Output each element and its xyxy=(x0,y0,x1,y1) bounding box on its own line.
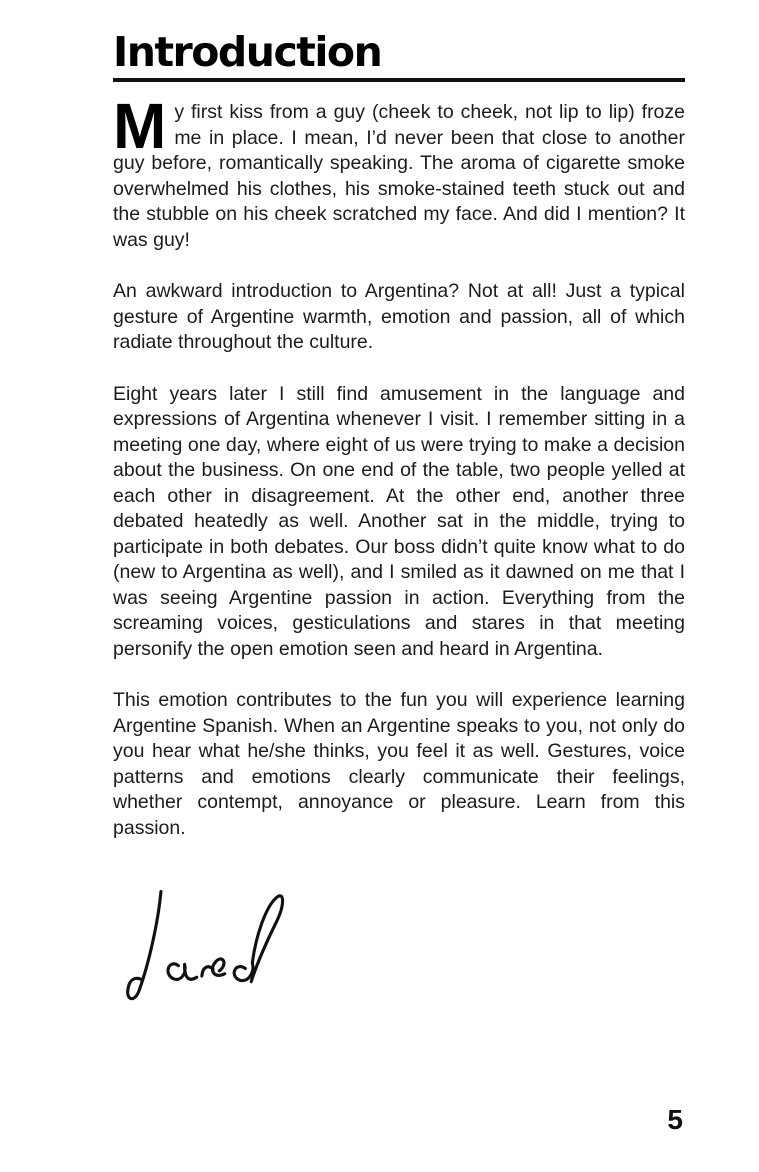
signature-jared xyxy=(110,878,301,1013)
page-content xyxy=(113,30,685,1008)
paragraph-1 xyxy=(113,90,685,253)
paragraph-2: An awkward introduction to Argentina? Not at all! Just a typical gesture of Argentine warmth, emotion and passion, all of which radiate throughout the culture. xyxy=(113,280,685,353)
paragraph-4: This emotion contributes to the fun you will experience learning Argentine Spanish. When an Argentine speaks to you, not only do you hear what he/she thinks, you feel it as well. Gestures, voice patterns and emotions clearly communicate their feelings, whether contempt, annoyance or pleasure. Learn from this passion. xyxy=(113,689,685,839)
signature-drawing xyxy=(110,878,301,1013)
paragraph-3: Eight years later I still find amusement in the language and expressions of Argentina whenever I visit. I remember sitting in a meeting one day, where eight of us were trying to make a decision about the business. On one end of the table, two people yelled at each other in disagreement. At the other end, another three debated heatedly as well. Another sat in the middle, trying to participate in both debates. Our boss didn’t quite know what to do (new to Argentina as well), and I smiled as it dawned on me that I was seeing Argentine passion in action. Everything from the screaming voices, gesticulations and stares in that meeting personify the open emotion seen and heard in Argentina. xyxy=(113,382,685,660)
drop-cap: M xyxy=(113,90,167,162)
paragraph-1-text: y first kiss from a guy (cheek to cheek, not lip to lip) froze me in place. I mean, I’d never been that close to another guy before, romantically speaking. The aroma of cigarette smoke overwhelmed his clothes, his smoke-stained teeth stuck out and the stubble on his cheek scratched my face. And did I mention? It was guy! xyxy=(113,101,685,251)
page-number: 5 xyxy=(667,1104,683,1135)
body-text xyxy=(113,90,685,841)
title-block xyxy=(113,30,685,82)
page-title: Introduction xyxy=(113,28,382,76)
